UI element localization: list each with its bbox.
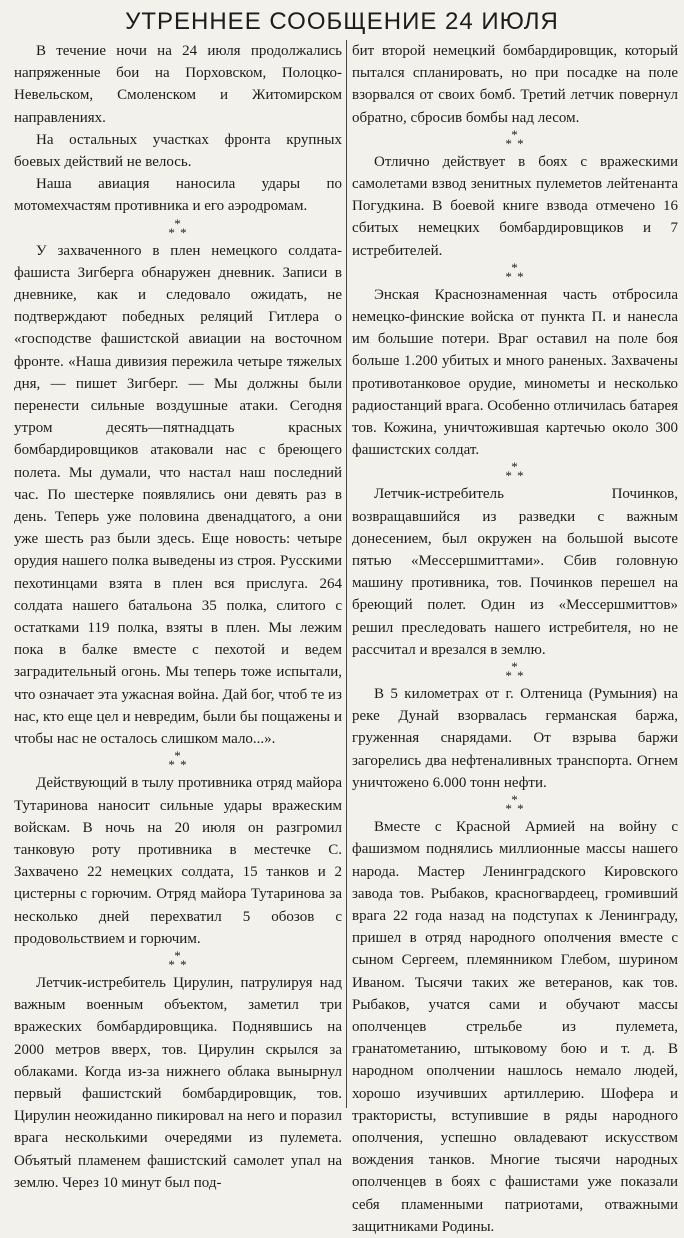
asterism-separator: * * * bbox=[505, 259, 525, 284]
paragraph: Отлично действует в боях с вражескими самолетами взвод зенитных пулеметов лейтенанта Погудкина. В боевой книге взвода отмечено 16 сбитых немецких бомбардировщиков и 7 истребителей. bbox=[352, 153, 678, 259]
left-column bbox=[14, 40, 342, 1191]
paragraph: В течение ночи на 24 июля продолжались напряженные бои на Порховском, Полоцко-Невельском, Смоленском и Житомирском направлениях. bbox=[14, 43, 342, 126]
asterism-separator: * * * bbox=[505, 126, 525, 151]
right-column bbox=[352, 40, 678, 1235]
asterism-separator: * * * bbox=[505, 459, 525, 484]
paragraph: В 5 километрах от г. Олтеница (Румыния) на реке Дунай взорвалась германская баржа, груженная снарядами. От взрыва баржи загорелись два нефтеналивных транспорта. Огнем уничтожено 6.000 тонн нефти. bbox=[352, 686, 678, 791]
paragraph: На остальных участках фронта крупных боевых действий не велось. bbox=[14, 131, 342, 171]
paragraph: Вместе с Красной Армией на войну с фашизмом поднялись миллионные массы нашего народа. Мастер Ленинградского Кировского завода тов. Рыбаков, красногвардеец, громивший врага 22 года назад на подступах к Ленинграду, пришел в отряд народного ополчения вместе с сыном Сергеем, племянником Глебом, шурином Иваном. Тысячи таких же ветеранов, как тов. Рыбаков, учатся сами и обучают массы ополченцев стрельбе из пулемета, гранатометанию, штыковому бою и т. д. В народном ополчении нашлось немало людей, хорошо изучивших артиллерию. Шофера и трактористы, вступившие в ряды народного ополчения, успешно овладевают искусством вождения танков. Многие тысячи народных ополченцев в боях с фашистами уже показали себя пламенными патриотами, отважными защитниками Родины. bbox=[352, 819, 678, 1235]
paragraph: Энская Краснознаменная часть отбросила немецко-финские войска от пункта П. и нанесла им большие потери. Враг оставил на поле боя больше 1.200 убитых и много раненых. Захвачены противотанковое орудие, минометы и несколько радиостанций врага. Особенно отличилась батарея тов. Кожина, уничтожившая картечью около 300 фашистских солдат. bbox=[352, 286, 678, 459]
asterism-separator: * * * bbox=[168, 748, 188, 773]
headline: УТРЕННЕЕ СООБЩЕНИЕ 24 ИЮЛЯ bbox=[125, 8, 559, 35]
column-divider bbox=[346, 40, 347, 1108]
asterism-separator: * * * bbox=[505, 792, 525, 817]
paragraph: Действующий в тылу противника отряд майора Тутаринова наносит сильные удары вражеским войскам. В ночь на 20 июля он разгромил танковую роту противника в местечке С. Захвачено 22 немецких солдата, 15 танков и 2 цистерны с горючим. Отряд майора Тутаринова за несколько дней перехватил 5 обозов с продовольствием и горючим. bbox=[14, 775, 342, 947]
paragraph: Летчик-истребитель Починков, возвращавшийся из разведки с важным донесением, был окружен на большой высоте пятью «Мессершмиттами». Сбив головную машину противника, тов. Починков перешел на бреющий полет. Один из «Мессершмиттов» решил преследовать нашего истребителя, но не рассчитал и врезался в землю. bbox=[352, 486, 678, 658]
asterism-separator: * * * bbox=[168, 215, 188, 240]
paragraph: Наша авиация наносила удары по мотомехчастям противника и его аэродромам. bbox=[14, 176, 342, 215]
paragraph: У захваченного в плен немецкого солдата-фашиста Зигберга обнаружен дневник. Записи в дневнике, как и следовало ожидать, не подтверждают победных реляций Гитлера о «господстве фашистской авиации на восточном фронте. «Наша дивизия пережила четыре тяжелых дня, — пишет Зигберг. — Мы должны были перенести сильные воздушные атаки. Сегодня утром десять—пятнадцать красных бомбардировщиков атаковали нас с бреющего полета. Мы думали, что настал наш последний час. По шестерке появлялись они девять раз в день. Теперь уже половина двенадцатого, а они уже шесть раз были здесь. Еще новость: четыре орудия нашего полка выведены из строя. Русскими пехотинцами взята в плен вся прислуга. 264 солдата нашего батальона 35 полка, слитого с остатками 119 полка, взяты в плен. Мы лежим пока в балке вместе с пехотой и ведем заградительный огонь. Мы теперь тоже испытали, что означает эта ужасная война. Дай бог, чтоб те из нас, кто еще цел и невредим, были бы пощажены и чтобы нас не осталось слишком мало...». bbox=[14, 242, 342, 748]
asterism-separator: * * * bbox=[505, 659, 525, 684]
asterism-separator: * * * bbox=[168, 947, 188, 972]
paragraph: бит второй немецкий бомбардировщик, который пытался спланировать, но при посадке на поле взорвался от своих бомб. Третий летчик повернул обратно, сбросив бомбы над лесом. bbox=[352, 43, 678, 126]
paragraph: Летчик-истребитель Цирулин, патрулируя над важным военным объектом, заметил три вражеских бомбардировщика. Поднявшись на 2000 метров вверх, тов. Цирулин скрылся за облаками. Когда из-за нижнего облака вынырнул первый фашистский бомбардировщик, тов. Цирулин неожиданно пикировал на него и поразил врага несколькими очередями из пулемета. Объятый пламенем фашистский самолет упал на землю. Через 10 минут был под- bbox=[14, 974, 342, 1191]
